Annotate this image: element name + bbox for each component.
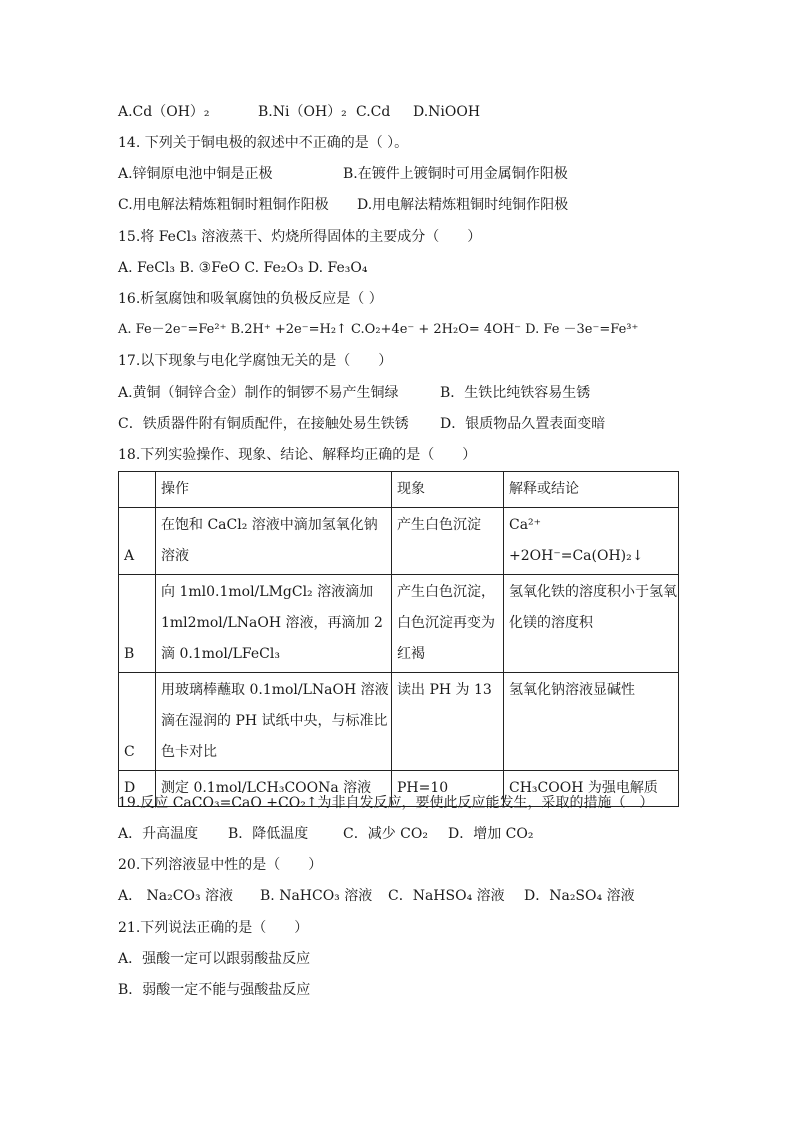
- table-header-row: [119, 472, 679, 508]
- phenomenon-cell: 产生白色沉淀，白色沉淀再变为红褐: [392, 575, 504, 673]
- q14-option-a: A.锌铜原电池中铜是正极: [118, 166, 273, 182]
- row-label: A: [119, 508, 156, 575]
- q14-stem: 14. 下列关于铜电极的叙述中不正确的是（ ）。: [118, 135, 409, 151]
- table-header-cell: 现象: [392, 472, 504, 508]
- phenomenon-cell: PH=10: [392, 771, 504, 807]
- conclusion-cell: Ca²⁺ +2OH⁻=Ca(OH)₂↓: [504, 508, 679, 575]
- phenomenon-cell: 读出 PH 为 13: [392, 673, 504, 771]
- operation-cell: 向 1ml0.1mol/LMgCl₂ 溶液滴加 1ml2mol/LNaOH 溶液，再滴加 2 滴 0.1mol/LFeCl₃: [156, 575, 392, 673]
- q14-option-b: B.在镀件上镀铜时可用金属铜作阳极: [343, 166, 568, 182]
- operation-cell: 测定 0.1mol/LCH₃COONa 溶液: [156, 771, 392, 807]
- phenomenon-cell: 产生白色沉淀: [392, 508, 504, 575]
- q19-option-b: B．降低温度: [228, 826, 309, 842]
- table-row: [119, 673, 679, 771]
- q19-option-a: A．升高温度: [118, 826, 199, 842]
- q20-option-b: B. NaHCO₃ 溶液: [260, 888, 373, 904]
- operation-cell: 在饱和 CaCl₂ 溶液中滴加氢氧化钠溶液: [156, 508, 392, 575]
- q14-option-d: D.用电解法精炼粗铜时纯铜作阳极: [357, 197, 569, 213]
- q20-option-c: C．NaHSO₄ 溶液: [388, 888, 505, 904]
- table-row: [119, 508, 679, 575]
- q16-options: A. Fe－2e⁻=Fe²⁺ B.2H⁺ +2e⁻=H₂↑ C.O₂+4e⁻ + 2H₂O= 4OH⁻ D. Fe －3e⁻=Fe³⁺: [118, 322, 639, 337]
- q19-option-c: C．减少 CO₂: [343, 826, 428, 842]
- table-header-cell: 操作: [156, 472, 392, 508]
- q16-stem: 16.析氢腐蚀和吸氧腐蚀的负极反应是（ ）: [118, 291, 383, 307]
- table-header-cell: 解释或结论: [504, 472, 679, 508]
- table-header-cell: [119, 472, 156, 508]
- experiment-table: [118, 471, 679, 807]
- conclusion-cell: 氢氧化铁的溶度积小于氢氧化镁的溶度积: [504, 575, 679, 673]
- q20-stem: 20.下列溶液显中性的是（ ）: [118, 857, 323, 873]
- q13-option-c: C.Cd: [356, 104, 391, 120]
- q17-option-d: D．银质物品久置表面变暗: [440, 416, 606, 432]
- q19-option-d: D．增加 CO₂: [448, 826, 534, 842]
- q20-option-a: A． Na₂CO₃ 溶液: [118, 888, 234, 904]
- q21-option-b: B．弱酸一定不能与强酸盐反应: [118, 982, 311, 998]
- conclusion-cell: 氢氧化钠溶液显碱性: [504, 673, 679, 771]
- table-row: [119, 575, 679, 673]
- row-label: D: [119, 771, 156, 807]
- q14-option-c: C.用电解法精炼粗铜时粗铜作阳极: [118, 197, 329, 213]
- q15-stem: 15.将 FeCl₃ 溶液蒸干、灼烧所得固体的主要成分（ ）: [118, 229, 482, 245]
- q19-stem: 19.反应 CaCO₃=CaO +CO₂↑为非自发反应，要使此反应能发生，采取的措施（ ）: [118, 795, 654, 811]
- q17-option-a: A.黄铜（铜锌合金）制作的铜锣不易产生铜绿: [118, 385, 399, 401]
- conclusion-cell: CH₃COOH 为强电解质: [504, 771, 679, 807]
- row-label: C: [119, 673, 156, 771]
- q21-stem: 21.下列说法正确的是（ ）: [118, 920, 309, 936]
- q13-option-a: A.Cd（OH）₂: [118, 104, 210, 120]
- q20-option-d: D．Na₂SO₄ 溶液: [524, 888, 635, 904]
- q17-option-b: B．生铁比纯铁容易生锈: [440, 385, 591, 401]
- q17-stem: 17.以下现象与电化学腐蚀无关的是（ ）: [118, 353, 393, 369]
- q17-option-c: C．铁质器件附有铜质配件，在接触处易生铁锈: [118, 416, 409, 432]
- operation-cell: 用玻璃棒蘸取 0.1mol/LNaOH 溶液滴在湿润的 PH 试纸中央，与标准比色卡对比: [156, 673, 392, 771]
- row-label: B: [119, 575, 156, 673]
- q18-stem: 18.下列实验操作、现象、结论、解释均正确的是（ ）: [118, 447, 477, 463]
- q13-option-d: D.NiOOH: [413, 104, 481, 120]
- q13-option-b: B.Ni（OH）₂: [258, 104, 347, 120]
- q21-option-a: A．强酸一定可以跟弱酸盐反应: [118, 951, 311, 967]
- q15-options: A. FeCl₃ B. ③FeO C. Fe₂O₃ D. Fe₃O₄: [118, 260, 368, 276]
